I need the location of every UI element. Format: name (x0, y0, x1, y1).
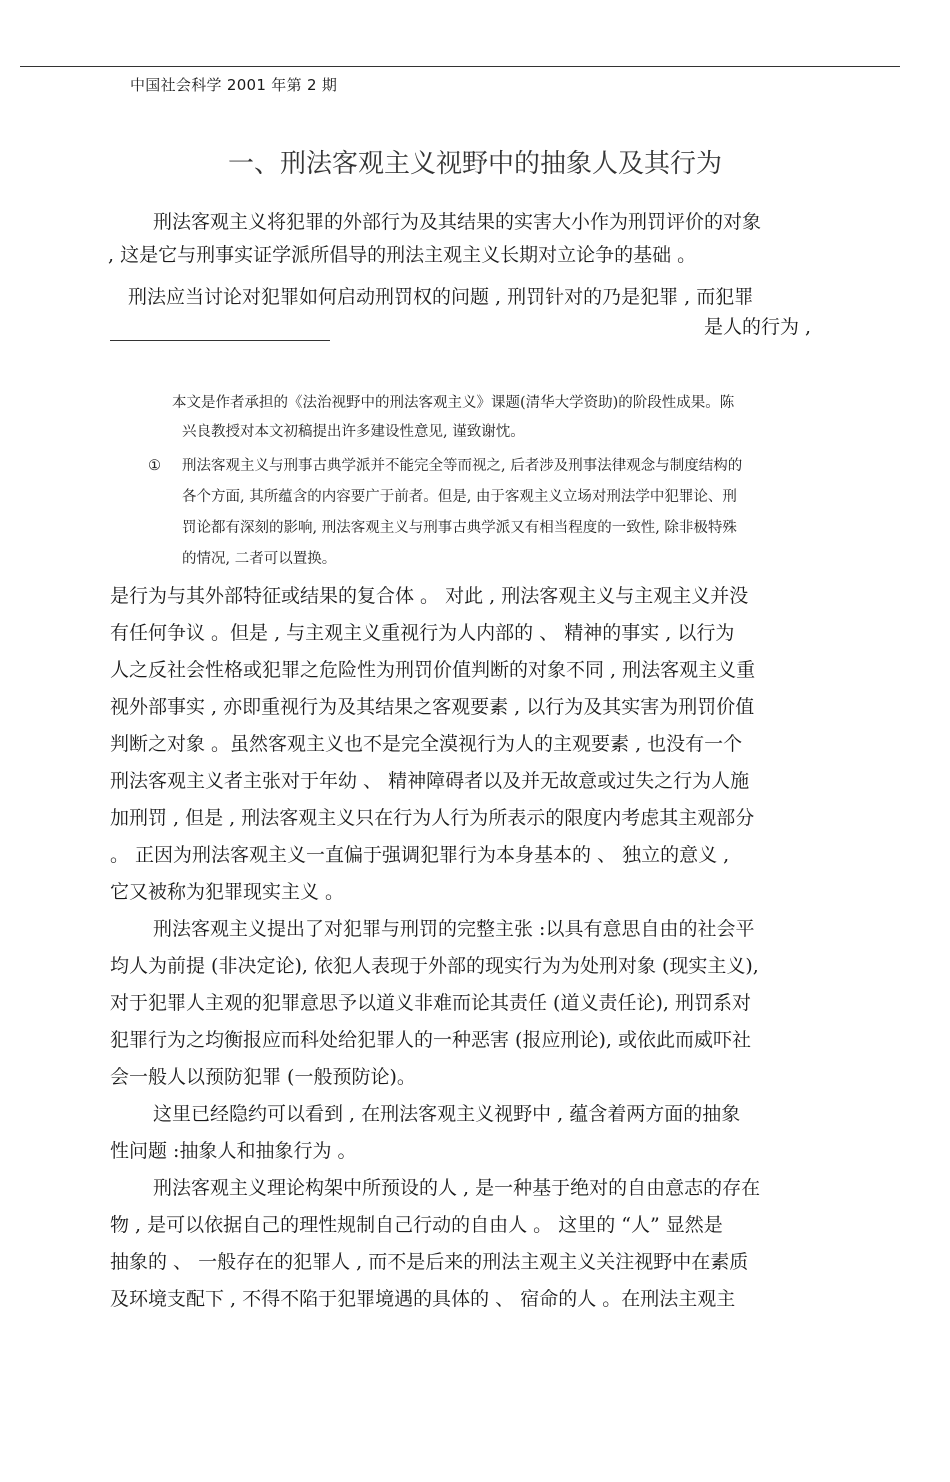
paragraph-line: 刑法应当讨论对犯罪如何启动刑罚权的问题 , 刑罚针对的乃是犯罪 , 而犯罪 (128, 286, 754, 308)
footnote-line: 各个方面, 其所蕴含的内容要广于前者。但是, 由于客观主义立场对刑法学中犯罪论、刑 (182, 489, 737, 505)
paragraph-line: 是行为与其外部特征或结果的复合体 。 对此 , 刑法客观主义与主观主义并没 (110, 585, 749, 607)
paragraph-line: 犯罪行为之均衡报应而科处给犯罪人的一种恶害 (报应刑论), 或依此而威吓社 (110, 1029, 751, 1051)
footnote-line: 兴良教授对本文初稿提出许多建设性意见, 谨致谢忱。 (182, 424, 525, 440)
footnote-line: 的情况, 二者可以置换。 (182, 551, 337, 567)
paragraph-line: , 这是它与刑事实证学派所倡导的刑法主观主义长期对立论争的基础 。 (108, 244, 697, 266)
paragraph-line: 及环境支配下 , 不得不陷于犯罪境遇的具体的 、 宿命的人 。在刑法主观主 (110, 1288, 736, 1310)
paragraph-line: 这里已经隐约可以看到 , 在刑法客观主义视野中 , 蕴含着两方面的抽象 (153, 1103, 741, 1125)
paragraph-line: 它又被称为犯罪现实主义 。 (110, 881, 345, 903)
paragraph-line: 刑法客观主义理论构架中所预设的人 , 是一种基于绝对的自由意志的存在 (153, 1177, 761, 1199)
footnote-line: 刑法客观主义与刑事古典学派并不能完全等而视之, 后者涉及刑事法律观念与制度结构的 (182, 458, 743, 474)
paragraph-line: 是人的行为 , (704, 316, 812, 338)
footnote-line: 罚论都有深刻的影响, 刑法客观主义与刑事古典学派又有相当程度的一致性, 除非极特殊 (182, 520, 737, 536)
paragraph-line: 刑法客观主义提出了对犯罪与刑罚的完整主张 :以具有意思自由的社会平 (153, 918, 755, 940)
paragraph-line: 。 正因为刑法客观主义一直偏于强调犯罪行为本身基本的 、 独立的意义 , (110, 844, 730, 866)
paragraph-line: 有任何争议 。但是 , 与主观主义重视行为人内部的 、 精神的事实 , 以行为 (110, 622, 735, 644)
paragraph-line: 刑法客观主义者主张对于年幼 、 精神障碍者以及并无故意或过失之行为人施 (110, 770, 750, 792)
paragraph-line: 刑法客观主义将犯罪的外部行为及其结果的实害大小作为刑罚评价的对象 (153, 211, 762, 233)
paragraph-line: 抽象的 、 一般存在的犯罪人 , 而不是后来的刑法主观主义关注视野中在素质 (110, 1251, 749, 1273)
section-title: 一、刑法客观主义视野中的抽象人及其行为 (227, 149, 722, 179)
header-rule (20, 66, 900, 67)
paragraph-line: 性问题 :抽象人和抽象行为 。 (110, 1140, 357, 1162)
running-header: 中国社会科学 2001 年第 2 期 (130, 76, 338, 94)
paragraph-line: 判断之对象 。虽然客观主义也不是完全漠视行为人的主观要素 , 也没有一个 (110, 733, 743, 755)
paragraph-line: 人之反社会性格或犯罪之危险性为刑罚价值判断的对象不同 , 刑法客观主义重 (110, 659, 756, 681)
footnote-marker: ① (148, 458, 161, 474)
paragraph-line: 视外部事实 , 亦即重视行为及其结果之客观要素 , 以行为及其实害为刑罚价值 (110, 696, 755, 718)
footnote-line: 本文是作者承担的《法治视野中的刑法客观主义》课题(清华大学资助)的阶段性成果。陈 (172, 395, 735, 411)
paragraph-line: 均人为前提 (非决定论), 依犯人表现于外部的现实行为为处刑对象 (现实主义), (110, 955, 759, 977)
paragraph-line: 对于犯罪人主观的犯罪意思予以道义非难而论其责任 (道义责任论), 刑罚系对 (110, 992, 751, 1014)
paragraph-line: 加刑罚 , 但是 , 刑法客观主义只在行为人行为所表示的限度内考虑其主观部分 (110, 807, 755, 829)
paragraph-line: 物 , 是可以依据自己的理性规制自己行动的自由人 。 这里的 “人” 显然是 (110, 1214, 723, 1236)
paragraph-line: 会一般人以预防犯罪 (一般预防论)。 (110, 1066, 416, 1088)
footnote-separator (110, 340, 330, 341)
